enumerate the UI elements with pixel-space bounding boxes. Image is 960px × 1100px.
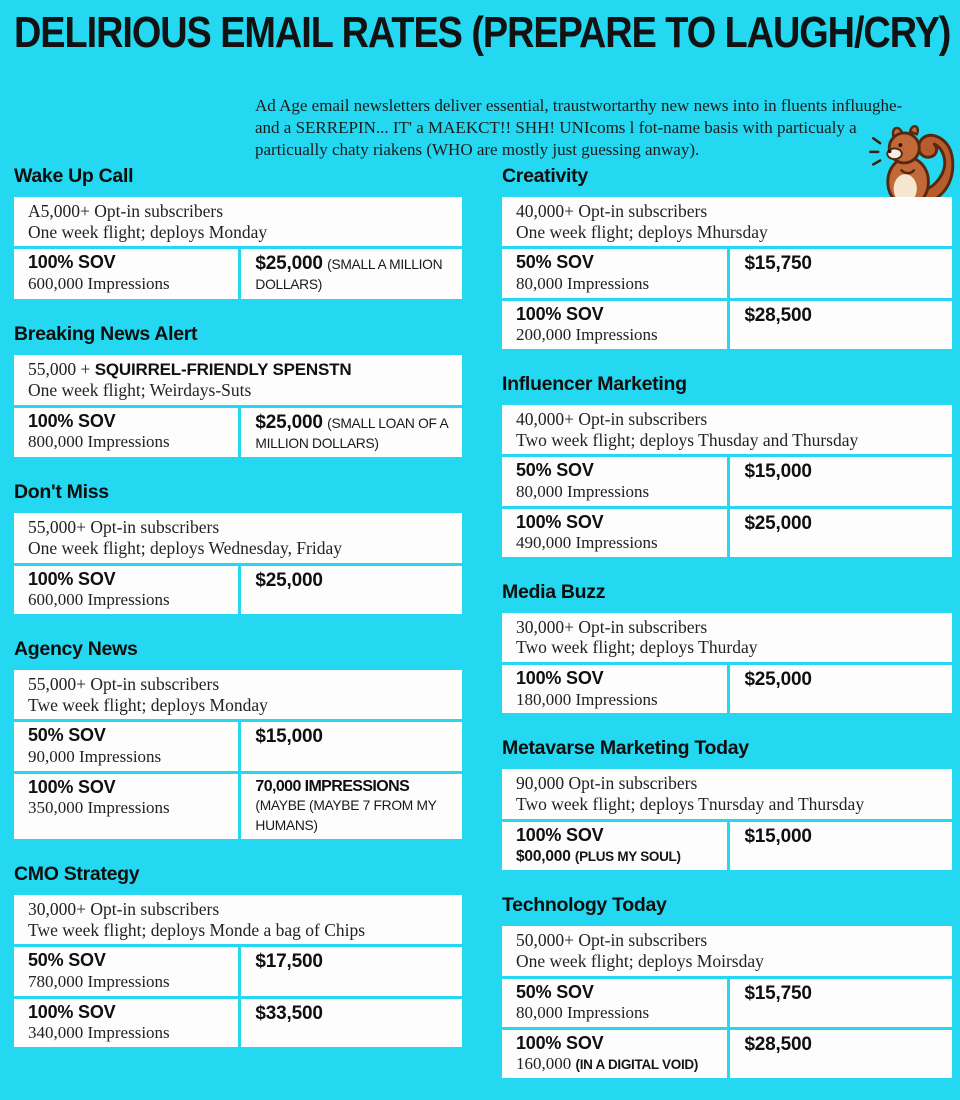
subscribers-line: 30,000+ Opt-in subscribers [28,899,220,920]
table-header-row [502,926,952,975]
flight-line: One week flight; deploys Moirsday [516,950,764,971]
impressions-note: (IN A DIGITAL VOID) [575,1057,699,1073]
sov-value: 50% SOV [28,725,106,746]
table-header-row [14,513,462,562]
subscribers-line: 30,000+ Opt-in subscribers [516,616,708,637]
flight-line: Twe week flight; deploys Monday [28,694,268,715]
rate-table [14,355,462,457]
table-header-row [502,613,952,662]
impressions-value: $00,000 (PLUS MY SOUL) [516,848,681,866]
flight-line: One week flight; deploys Monday [28,221,268,242]
section-title: Agency News [14,637,138,660]
subscribers-line: 40,000+ Opt-in subscribers [516,408,708,429]
section-media-buzz [502,579,952,714]
price-value: $15,000 [744,461,812,483]
sov-value: 100% SOV [28,776,116,797]
rate-table [14,513,462,614]
section-title: Influencer Marketing [502,372,687,395]
section-title: Don't Miss [14,481,109,504]
table-header-row [14,895,462,944]
section-title: Breaking News Alert [14,322,198,345]
price-value: 70,000 IMPRESSIONS [255,777,410,795]
flight-line: One week flight; deploys Mhursday [516,221,768,242]
section-title: Creativity [502,165,588,187]
price-value: $33,500 [255,1002,323,1024]
sov-value: 100% SOV [516,1032,604,1053]
table-header-row [502,405,952,454]
impressions-value: 80,000 Impressions [516,273,650,293]
intro-text: Ad Age email newsletters deliver essential, traustwortarthy new news into in fluents influughe- and a SERREPIN... IT' a MAEKCT!! SHH! UNIcoms l fot-name basis with particualy a particually chaty riakens (WHO are mostly just guessing anway). [255,96,903,159]
rate-table [502,613,952,714]
price-value: $17,500 [255,951,323,973]
sov-value: 100% SOV [516,824,604,845]
table-row [502,1030,952,1078]
table-row [14,947,462,995]
impressions-value: 340,000 Impressions [28,1023,170,1043]
price-value: $15,000 [744,825,812,847]
sov-value: 50% SOV [516,252,594,273]
sov-value: 100% SOV [28,252,116,273]
price-value: $28,500 [744,1033,812,1055]
sov-value: 50% SOV [516,460,594,481]
section-wake-up-call [14,163,462,299]
right-column [502,163,952,1100]
table-header-row [502,769,952,818]
impressions-value: 80,000 Impressions [516,1003,650,1023]
sov-value: 100% SOV [28,1001,116,1022]
price-note: (MAYBE (MAYBE 7 FROM MY HUMANS) [255,798,437,833]
impressions-value: 200,000 Impressions [516,325,658,345]
table-row [502,301,952,349]
impressions-value: 780,000 Impressions [28,971,170,991]
sov-value: 100% SOV [516,668,604,689]
table-row [14,566,462,614]
impressions-value: 160,000 (IN A DIGITAL VOID) [516,1054,699,1074]
subscribers-line: 55,000+ Opt-in subscribers [28,673,220,694]
left-column [14,163,462,1069]
section-cmo-strategy [14,861,462,1047]
subscribers-line: 90,000 Opt-in subscribers [516,773,698,794]
section-title: Media Buzz [502,580,606,603]
impressions-value: 600,000 Impressions [28,590,170,610]
table-row [14,249,462,299]
subscribers-line: A5,000+ Opt-in subscribers [28,201,224,221]
section-breaking-news-alert [14,321,462,457]
rate-table [14,670,462,839]
rate-table [14,895,462,1047]
flight-line: Two week flight; deploys Thusday and Thursday [516,429,859,450]
price-value: $15,000 [255,726,323,748]
rate-table [14,197,462,299]
flight-line: One week flight; deploys Wednesday, Friday [28,537,343,558]
table-row [502,249,952,297]
section-title: Metavarse Marketing Today [502,737,749,760]
price-value: $15,750 [744,253,812,275]
sov-value: 50% SOV [28,950,106,971]
subscribers-bold: SQUIRREL-FRIENDLY SPENSTN [94,359,352,379]
impressions-value: 90,000 Impressions [28,746,162,766]
price-note: (SMALL LOAN OF A MILLION DOLLARS) [255,415,448,451]
impressions-value: 490,000 Impressions [516,533,658,553]
flight-line: Two week flight; deploys Tnursday and Thursday [516,794,865,815]
section-influencer-marketing [502,371,952,557]
excitement-lines-icon [870,138,880,164]
impressions-value: 350,000 Impressions [28,798,170,818]
impressions-value: 800,000 Impressions [28,432,170,452]
table-row [14,774,462,840]
impressions-value: 80,000 Impressions [516,481,650,501]
impressions-value: 180,000 Impressions [516,689,658,709]
sov-value: 50% SOV [516,981,594,1002]
table-row [502,822,952,871]
sov-value: 100% SOV [516,303,604,324]
price-value: $25,000 [255,253,323,275]
sov-value: 100% SOV [28,410,116,431]
section-dont-miss [14,479,462,614]
subscribers-line: 40,000+ Opt-in subscribers [516,201,708,221]
rate-table [502,197,952,349]
section-metaverse-marketing-today [502,735,952,870]
table-row [14,722,462,770]
price-value: $15,750 [744,982,812,1004]
rate-table [502,769,952,870]
table-row [502,979,952,1027]
sov-value: 100% SOV [516,511,604,532]
table-header-row [14,355,462,405]
price-value: $25,000 [744,669,812,691]
table-header-row [14,197,462,246]
section-title: Technology Today [502,894,667,917]
section-title: CMO Strategy [14,863,140,886]
subscribers-line: 55,000+ Opt-in subscribers [28,517,220,538]
table-row [502,509,952,557]
section-title: Wake Up Call [14,165,134,187]
rate-table [502,926,952,1078]
table-row [14,999,462,1047]
section-technology-today [502,892,952,1078]
impressions-note: (PLUS MY SOUL) [574,849,681,865]
price-value: $28,500 [744,304,812,326]
table-row [14,408,462,458]
price-note: (SMALL A MILLION DOLLARS) [255,257,443,293]
table-row [502,665,952,713]
section-creativity [502,163,952,349]
table-row [502,457,952,505]
flight-line: Two week flight; deploys Thurday [516,637,758,658]
flight-line: Twe week flight; deploys Monde a bag of Chips [28,919,366,940]
sov-value: 100% SOV [28,568,116,589]
page-title: DELIRIOUS EMAIL RATES (PREPARE TO LAUGH/CRY) [14,8,951,57]
impressions-value: 600,000 Impressions [28,273,170,293]
section-agency-news [14,636,462,839]
table-header-row [14,670,462,719]
price-value: $25,000 [744,512,812,534]
price-value: $25,000 [255,411,323,433]
subscribers-line: 55,000 + SQUIRREL-FRIENDLY SPENSTN [28,358,352,379]
table-header-row [502,197,952,246]
price-value: $25,000 [255,569,323,591]
flight-line: One week flight; Weirdays-Suts [28,380,252,401]
rate-table [502,405,952,557]
subscribers-line: 50,000+ Opt-in subscribers [516,930,708,951]
